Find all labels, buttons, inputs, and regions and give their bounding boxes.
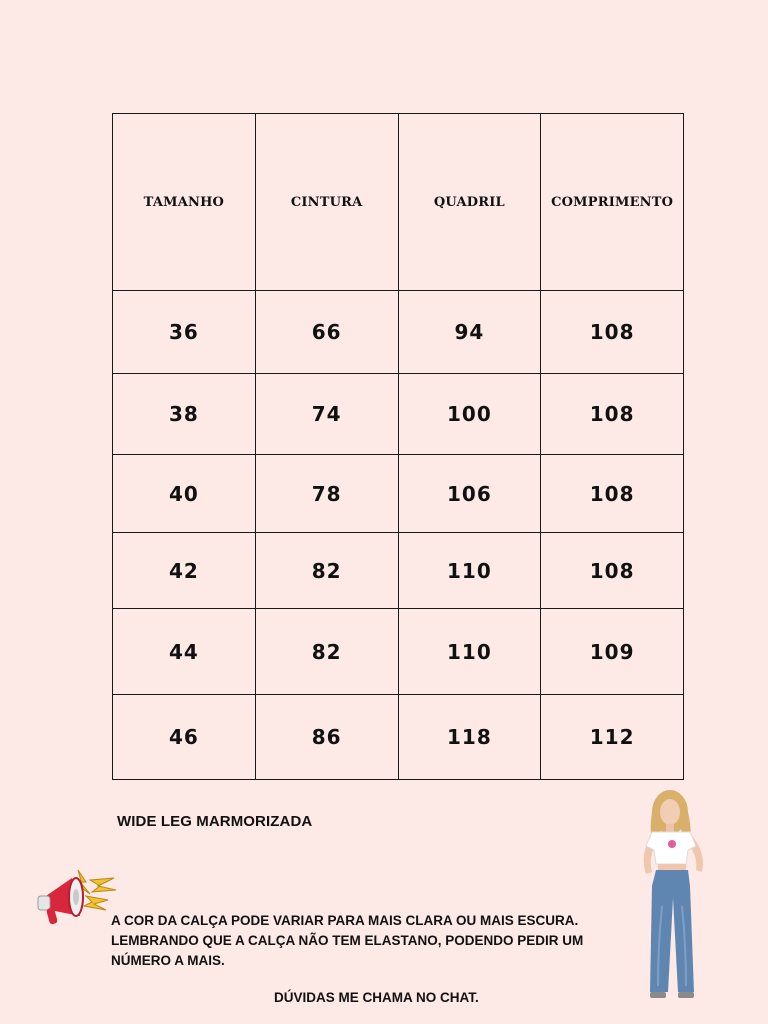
- table-header-row: [113, 114, 684, 291]
- header-tamanho: TAMANHO: [113, 114, 256, 291]
- table-cell: 78: [255, 455, 398, 533]
- header-quadril: QUADRIL: [398, 114, 541, 291]
- table-cell: 46: [113, 695, 256, 780]
- table-cell: 108: [541, 374, 684, 455]
- table-cell: 86: [255, 695, 398, 780]
- model-photo: [628, 786, 718, 1008]
- table-row: [113, 695, 684, 780]
- table-row: [113, 533, 684, 609]
- table-cell: 74: [255, 374, 398, 455]
- table-cell: 42: [113, 533, 256, 609]
- header-cintura: CINTURA: [255, 114, 398, 291]
- header-comprimento: COMPRIMENTO: [541, 114, 684, 291]
- table-cell: 118: [398, 695, 541, 780]
- table-row: [113, 455, 684, 533]
- table-cell: 66: [255, 291, 398, 374]
- table-cell: 40: [113, 455, 256, 533]
- table-cell: 112: [541, 695, 684, 780]
- table-row: [113, 291, 684, 374]
- table-cell: 100: [398, 374, 541, 455]
- table-row: [113, 609, 684, 695]
- table-cell: 106: [398, 455, 541, 533]
- table-cell: 38: [113, 374, 256, 455]
- table-row: [113, 374, 684, 455]
- table-cell: 82: [255, 609, 398, 695]
- table-cell: 94: [398, 291, 541, 374]
- table-cell: 44: [113, 609, 256, 695]
- table-cell: 108: [541, 533, 684, 609]
- table-cell: 109: [541, 609, 684, 695]
- table-cell: 110: [398, 609, 541, 695]
- table-cell: 108: [541, 455, 684, 533]
- chat-footer: DÚVIDAS ME CHAMA NO CHAT.: [274, 990, 479, 1005]
- table-cell: 82: [255, 533, 398, 609]
- table-cell: 108: [541, 291, 684, 374]
- table-cell: 110: [398, 533, 541, 609]
- color-note: A COR DA CALÇA PODE VARIAR PARA MAIS CLARA OU MAIS ESCURA. LEMBRANDO QUE A CALÇA NÃO TEM ELASTANO, PODENDO PEDIR UM NÚMERO A MAIS.: [111, 913, 584, 968]
- product-title: WIDE LEG MARMORIZADA: [117, 813, 313, 830]
- megaphone-icon: [34, 866, 118, 932]
- table-cell: 36: [113, 291, 256, 374]
- size-table: [112, 113, 684, 780]
